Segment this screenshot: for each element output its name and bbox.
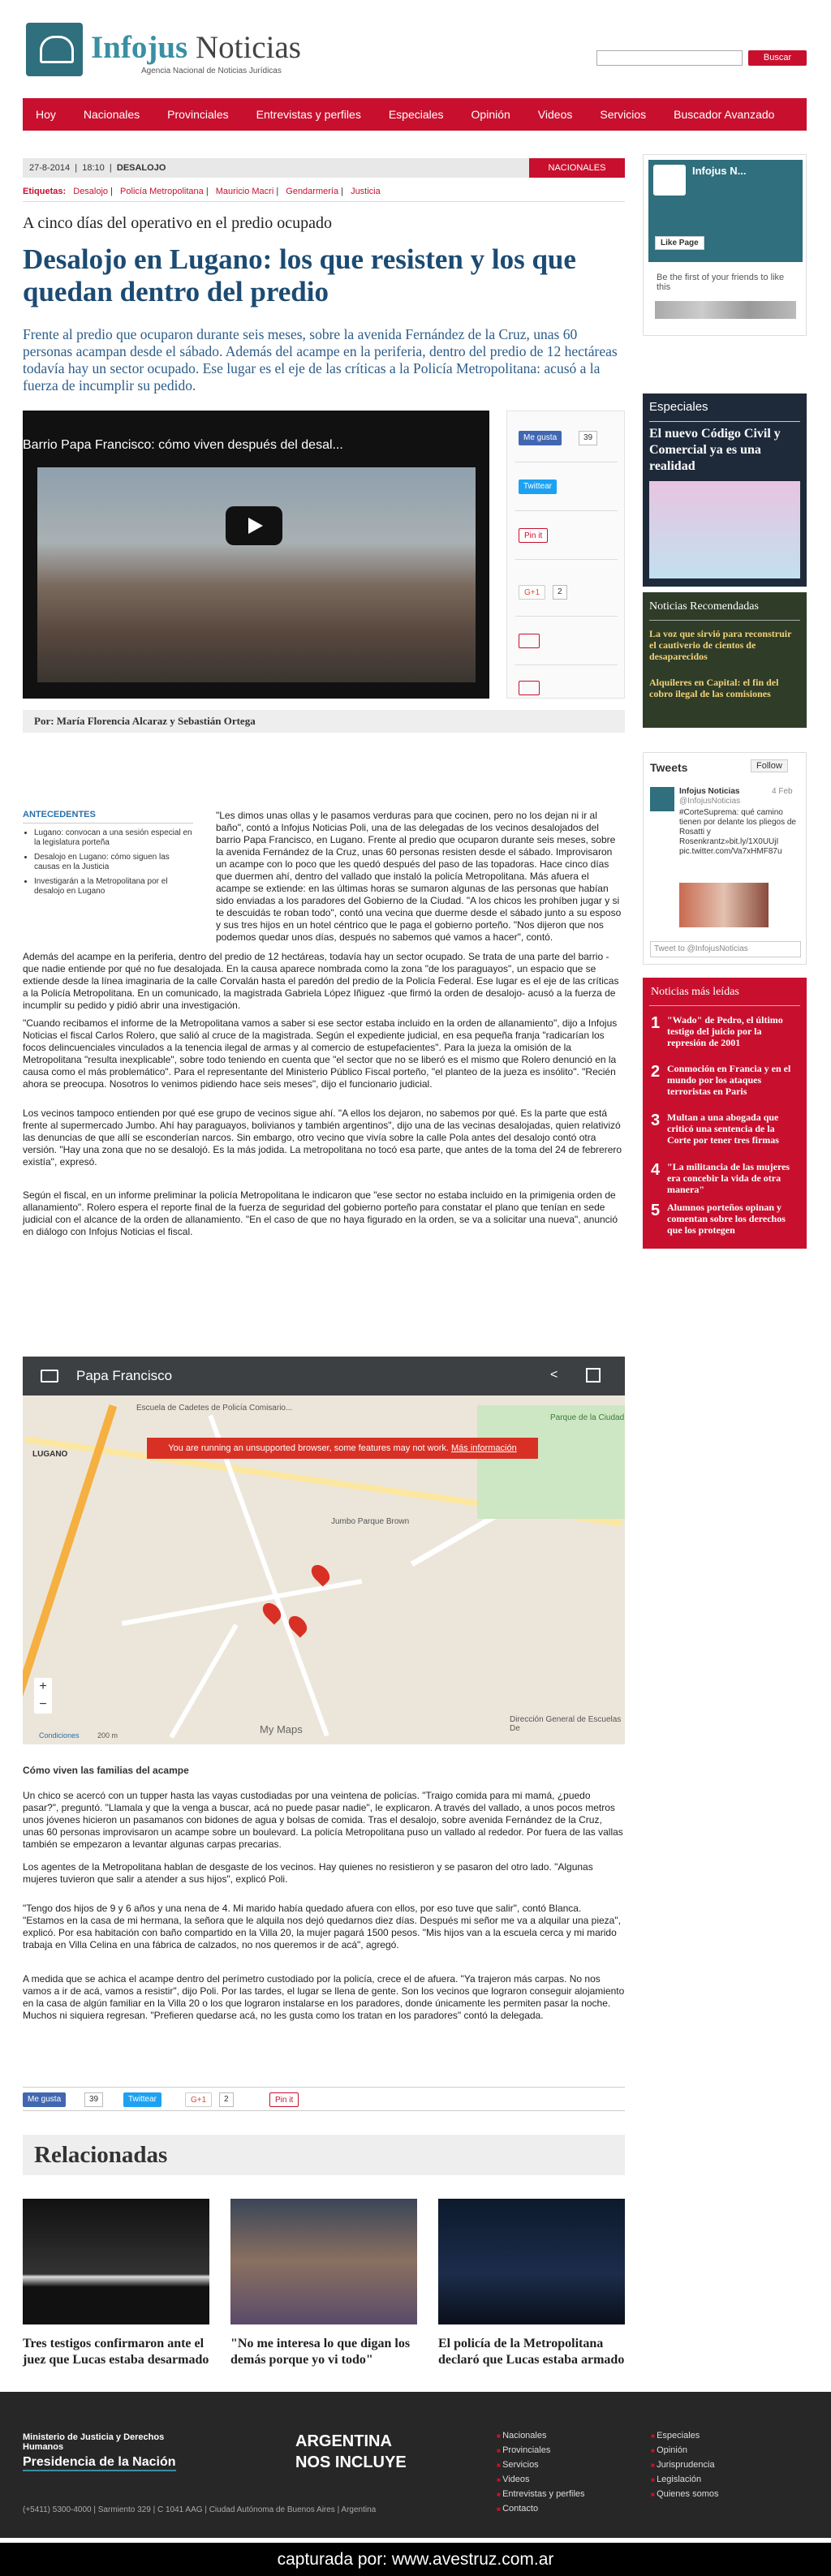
google-plus-count: 2 [219,2092,234,2107]
divider [23,201,625,202]
footer [0,2392,831,2538]
facebook-like-button[interactable]: Me gusta [519,431,562,445]
footer-links-1 [497,2431,585,2518]
map-embed[interactable] [23,1357,625,1744]
related-card[interactable] [23,2199,209,2368]
facebook-count: 39 [579,431,597,445]
antecedente-link[interactable]: • Lugano: convocan a una sesión especial en la legislatura porteña [34,828,193,848]
antecedentes-box [23,810,193,897]
facebook-friends-text: Be the first of your friends to like this [657,273,785,292]
map-scale: 200 m [97,1731,118,1740]
article-paragraph: Según el fiscal, en un informe preliminar la policía Metropolitana le indicaron que "ese sector no estaba incluido en la primigenia orden de allanamiento". Rolero espera el reporte final de la fuerza de seguridad del gobierno porteño para constatar el plano que tenían en sede judicial con el alcance de la orden de allanamiento. "En el caso de que no haya figurado en la orden, se va a solicitar una nueva", anunció en diálogo con Infojus Noticias el fiscal. [23,1189,618,1237]
play-icon[interactable] [226,506,282,545]
facebook-widget [643,154,807,336]
antecedente-link[interactable]: • Investigarán a la Metropolitana por el desalojo en Lugano [34,877,193,897]
mas-leidas-item[interactable]: 5 Alumnos porteños opinan y comentan sobre los derechos que los protegen [651,1202,786,1236]
tag[interactable]: Gendarmería [286,187,339,196]
footer-link[interactable]: ■ Provinciales [497,2445,585,2455]
tweet-button[interactable]: Twittear [123,2092,161,2107]
tweet-button[interactable]: Twittear [519,480,557,494]
mas-leidas-title: Noticias más leídas [651,986,739,998]
map-label: LUGANO [32,1450,68,1459]
tag[interactable]: Justicia [351,187,381,196]
footer-link[interactable]: ■ Quienes somos [651,2489,719,2499]
map-warning-link[interactable]: Más información [451,1443,517,1453]
facebook-like-button[interactable]: Me gusta [23,2092,66,2107]
facebook-page-name[interactable]: Infojus N... [692,165,747,177]
map-warning: You are running an unsupported browser, some features may not work. Más información [147,1438,538,1459]
article-meta: 27-8-2014 | 18:10 | DESALOJO NACIONALES [23,158,625,178]
recomendadas-widget [643,592,807,728]
tweet-to-input[interactable]: Tweet to @InfojusNoticias [650,941,801,957]
tweet-user[interactable]: Infojus Noticias [679,787,740,796]
nav-item-hoy[interactable]: Hoy [36,108,56,121]
related-title[interactable]: Tres testigos confirmaron ante el juez que Lucas estaba desarmado [23,2337,209,2367]
mas-leidas-item[interactable]: 3 Multan a una abogada que criticó una sentencia de la Corte por tener tres firmas [651,1112,779,1146]
antecedentes-title: ANTECEDENTES [23,810,193,824]
tweet-text[interactable]: #CorteSuprema: qué camino tienen por delante los pliegos de Rosatti y Rosenkrantz»bit.ly/1X0UUjI pic.twitter.com/Va7xHMF87u [679,808,796,856]
article-paragraph: A medida que se achica el acampe dentro del perímetro custodiado por la policía, crece el de afuera. "Ya trajeron más carpas. No nos vamos a ir de acá, vamos a resistir", dijo Poli. Por las tardes, el lugar se llena de gente. Son los vecinos que lograron conseguir alojamiento en la casa de algún familiar en la Villa 20 o los que lograron instalarse en los paradores, donde únicamente les permiten pasar la noche. Muchos ni siquiera regresan. "Prefieren quedarse acá, no les gusta como los tratan en los paradores" contó la delegada. [23,1973,625,2021]
tweet-handle[interactable]: @InfojusNoticias [679,797,741,806]
header [0,0,831,89]
related-title[interactable]: "No me interesa lo que digan los demás porque yo vi todo" [230,2337,411,2367]
map-label: Jumbo Parque Brown [331,1517,410,1526]
footer-contact: (+5411) 5300-4000 | Sarmiento 329 | C 1041 AAG | Ciudad Autónoma de Buenos Aires | Argentina [23,2505,377,2514]
article-paragraph: Los agentes de la Metropolitana hablan de desgaste de los vecinos. Hay quienes no resistieron y se pasaron del otro lado. "Algunas mujeres tuvieron que salir a atender a sus hijos", explicó Poli. [23,1861,593,1885]
tag[interactable]: Mauricio Macri [215,187,274,196]
twitter-widget [643,752,807,965]
mas-leidas-item[interactable]: 1 "Wado" de Pedro, el último testigo del juicio por la represión de 2001 [651,1014,783,1048]
footer-link[interactable]: ■ Jurisprudencia [651,2460,719,2470]
nav-item-buscador[interactable]: Buscador Avanzado [674,108,775,121]
especiales-item[interactable]: El nuevo Código Civil y Comercial ya es una realidad [649,427,781,473]
article-paragraph: Además del acampe en la periferia, dentro del predio de 12 hectáreas, todavía hay un sector ocupado. Se trata de una parte del barrio -que nadie entiende por qué no fue desalojada. En la causa aparece nombrada como la zona "de los paraguayos", un espacio que se extiende desde la línea imaginaria de la calle Corvalán hasta el paredón del predio de la Policía Federal. Ese lugar es el eje de las críticas a la Policía Metropolitana. En un comunicado, la magistrada Gabriela López Iñiguez -que firmó la orden de desalojo- acusó a la fuerza de incumplir su pedido y pidió abrir una investigación. [23,951,619,1011]
nav-item-nacionales[interactable]: Nacionales [83,108,140,121]
video-player[interactable] [23,411,489,699]
footer-links-2 [651,2431,719,2504]
video-thumbnail [37,467,476,682]
related-card[interactable] [230,2199,417,2368]
tags: Etiquetas: Desalojo | Policía Metropolitana | Mauricio Macri | Gendarmería | Justicia [23,187,381,196]
antecedente-link[interactable]: • Desalojo en Lugano: cómo siguen las causas en la Justicia [34,853,193,872]
related-heading: Relacionadas [23,2135,625,2175]
pinterest-button[interactable]: Pin it [269,2092,299,2107]
facebook-count: 39 [84,2092,103,2107]
print-icon[interactable] [519,634,540,648]
twitter-follow-button[interactable]: Follow [751,759,788,772]
footer-slogan-b: NOS INCLUYE [295,2453,407,2471]
map-label: Parque de la Ciudad [550,1413,625,1422]
email-icon[interactable] [519,681,540,695]
tweet-image[interactable] [679,883,769,927]
search-input[interactable] [596,50,743,66]
tag[interactable]: Desalojo [73,187,109,196]
map-pin-icon[interactable] [308,1561,333,1586]
related-image[interactable] [23,2199,209,2324]
section-badge[interactable]: NACIONALES [529,158,625,178]
footer-link[interactable]: ■ Videos [497,2475,585,2484]
map-header [23,1357,625,1396]
main-nav [23,98,807,131]
tweets-title: Tweets [650,761,688,774]
footer-link[interactable]: ■ Especiales [651,2431,719,2441]
search-button[interactable]: Buscar [748,50,807,66]
article-paragraph: "Cuando recibamos el informe de la Metropolitana vamos a saber si ese sector estaba incluido en la orden de allanamiento", dijo a Infojus Noticias el fiscal Carlos Rolero, que salió al cruce de la magistrada. Según el expediente judicial, en esa pequeña franja "radicarían los focos delincuenciales vinculados a la tenencia ilegal de armas y al comercio de estupefacientes". Para la jueza la omisión de la Metropolitana "resulta inexplicable", sobre todo teniendo en cuenta que "el sector que no se liberó es el mismo que Rolero denunció en la causa como el más problemático". Para el representante del Ministerio Público Fiscal porteño, "el planteo de la jueza es insólito". "Recién ahora se preocupa. Nosotros lo venimos pidiendo hace seis meses", dijo el funcionario judicial. [23,1017,618,1090]
tags-label: Etiquetas: [23,187,67,196]
article-kicker: A cinco días del operativo en el predio ocupado [23,214,332,232]
footer-link[interactable]: ■ Nacionales [497,2431,585,2441]
related-image[interactable] [230,2199,417,2324]
especiales-image[interactable] [649,481,800,578]
nav-item-videos[interactable]: Videos [537,108,573,121]
article-paragraph: "Les dimos unas ollas y le pasamos verduras para que cocinen, pero no los dejan ni ir al baño", contó a Infojus Noticias Poli, una de las delegadas de los vecinos desalojados del barrio Papa Francisco, en Lugano. Frente al predio que ocuparon durante seis meses, sobre la avenida Fernández de la Cruz, unas 60 personas resisten desde el sábado. Improvisaron un acampe con lo poco que les quedó después del paso de las topadoras. Hace cinco días que duermen ahí, dentro del vallado que instaló la policía Metropolitana. Más afuera el acampe se extiende: en las últimas horas se sumaron algunas de las personas que habían sido enviadas a los paradores del Gobierno de la Ciudad. "A los chicos les prohíben jugar y si te descuidás te roban todo", contó una vecina que duerme desde el sábado junto a su esposo y sus tres hijos en un hotel céntrico que le paga el gobierno porteño. "Nos dijeron que nos podemos quedar unos días, después no sabemos qué vamos a hacer", contó. [216,810,622,943]
fullscreen-icon[interactable] [586,1368,601,1383]
capture-credit: capturada por: www.avestruz.com.ar [0,2543,831,2576]
article-lead: Frente al predio que ocuparon durante seis meses, sobre la avenida Fernández de la Cruz, unas 60 personas acampan desde el sábado. Además del acampe en la periferia, dentro del predio de 12 hectáreas todavía hay un sector ocupado. Ese lugar es el eje de las críticas a la Policía Metropolitana: acusó a la fuerza de incumplir su pedido. [23,326,618,393]
zoom-control[interactable]: + − [34,1678,52,1714]
footer-presidency[interactable]: Presidencia de la Nación [23,2455,176,2471]
footer-link[interactable]: ■ Servicios [497,2460,585,2470]
recomendadas-title: Noticias Recomendadas [649,600,759,613]
footer-link[interactable]: ■ Contacto [497,2504,585,2514]
map-menu-icon[interactable] [41,1370,58,1383]
google-plus-count: 2 [553,585,567,600]
mas-leidas-widget [643,978,807,1249]
related-card[interactable] [438,2199,625,2368]
facebook-page-avatar[interactable] [653,165,686,196]
article-paragraph: Un chico se acercó con un tupper hasta las vayas custodiadas por una veintena de policías. "Traigo comida para mi mamá, ¿puedo pasar?", preguntó. "Llamala y que la venga a buscar, acá no puede pasar nadie", le explicaron. A través del vallado, a unos pocos metros unos jóvenes hicieron un pasamanos con bidones de agua y bolsas de comida. Tras el desalojo, sobre avenida Fernández de la Cruz, unas 60 personas improvisaron un acampe sobre un boulevard. La policía Metropolitana puso un vallado al rededor. Por fuera de las vallas también se empezaron a levantar algunas carpas precarias. [23,1790,623,1850]
tweet-date: 4 Feb [772,787,793,796]
nav-item-entrevistas[interactable]: Entrevistas y perfiles [256,108,361,121]
tag[interactable]: Policía Metropolitana [120,187,204,196]
recomendada-link[interactable]: Alquileres en Capital: el fin del cobro ilegal de las comisiones [649,677,779,699]
byline: Por: María Florencia Alcaraz y Sebastián Ortega [23,710,625,733]
video-title[interactable]: Barrio Papa Francisco: cómo viven después del desal... [23,438,343,452]
mas-leidas-item[interactable]: 2 Conmoción en Francia y en el mundo por los ataques terroristas en Paris [651,1063,791,1097]
footer-link[interactable]: ■ Opinión [651,2445,719,2455]
nav-item-opinion[interactable]: Opinión [471,108,510,121]
footer-slogan-a: ARGENTINA [295,2432,392,2450]
article-date: 27-8-2014 [29,163,71,173]
article-time: 18:10 [82,163,105,173]
map-title: Papa Francisco [76,1368,173,1383]
google-plus-button[interactable]: G+1 [519,585,545,600]
share-column [506,411,625,699]
logo-icon[interactable] [26,23,83,76]
map-label: Dirección General de Escuelas De [510,1715,622,1733]
subheading: Cómo viven las familias del acampe [23,1765,189,1776]
footer-link[interactable]: ■ Entrevistas y perfiles [497,2489,585,2499]
article-slug: DESALOJO [116,163,166,173]
logo-subtitle: Agencia Nacional de Noticias Jurídicas [141,67,282,75]
related-title[interactable]: El policía de la Metropolitana declaró que Lucas estaba armado [438,2337,625,2367]
twitter-avatar[interactable] [650,787,674,811]
map-brand: My Maps [260,1723,303,1735]
share-icon[interactable]: < [550,1368,558,1382]
article-paragraph: Los vecinos tampoco entienden por qué ese grupo de vecinos sigue ahí. "A ellos los dejaron, no sabemos por qué. Es la parte que está frente al supermercado Jumbo. Ahí hay paraguayos, bolivianos y también argentinos", dijo una de las vecinas desalojadas, quien relativizó las denuncias de que allí se esconderían narcos. Sin embargo, otro vecino que vivía sobre la calle Pola antes del desalojo contó otra versión. "Hay una zona que no se desalojó. Es la más jodida. La metropolitana no tocó esa parte, que antes de la toma del 24 de febrerero existía", expresó. [23,1107,622,1168]
footer-link[interactable]: ■ Legislación [651,2475,719,2484]
article-paragraph: "Tengo dos hijos de 9 y 6 años y una nena de 4. Mi marido había quedado afuera con ellos, por eso tuve que salir", contó Blanca. "Estamos en la casa de mi hermana, la señora que le alquila nos dejó quedarnos diez días. Después mi señor me va a alquilar una pieza", explicó. Por esa habitación con baño compartido en la Villa 20, la mujer pagará 1500 pesos. "Mis hijos van a la escuela cerca y mi marido trabaja en Villa Celina en una fábrica de calzados, no nos queremos ir de acá", agregó. [23,1903,621,1950]
especiales-widget [643,393,807,587]
related-image[interactable] [438,2199,625,2324]
especiales-title: Especiales [649,400,708,414]
article-headline: Desalojo en Lugano: los que resisten y los que quedan dentro del predio [23,243,576,307]
google-plus-button[interactable]: G+1 [185,2092,212,2107]
bottom-share-bar [23,2087,625,2111]
nav-item-especiales[interactable]: Especiales [388,108,444,121]
logo[interactable]: Infojus Noticias [91,30,301,65]
facebook-like-page-button[interactable]: Like Page [655,236,704,250]
recomendada-link[interactable]: La voz que sirvió para reconstruir el cautiverio de cientos de desaparecidos [649,628,792,662]
map-terms-link[interactable]: Condiciones [39,1731,80,1740]
nav-item-servicios[interactable]: Servicios [600,108,647,121]
pinterest-button[interactable]: Pin it [519,528,548,543]
nav-item-provinciales[interactable]: Provinciales [167,108,229,121]
map-label: Escuela de Cadetes de Policía Comisario... [136,1404,293,1413]
footer-ministry[interactable]: Ministerio de Justicia y Derechos Humanos [23,2432,165,2452]
mas-leidas-item[interactable]: 4 "La militancia de las mujeres era concebir la vida de otra manera" [651,1161,790,1195]
